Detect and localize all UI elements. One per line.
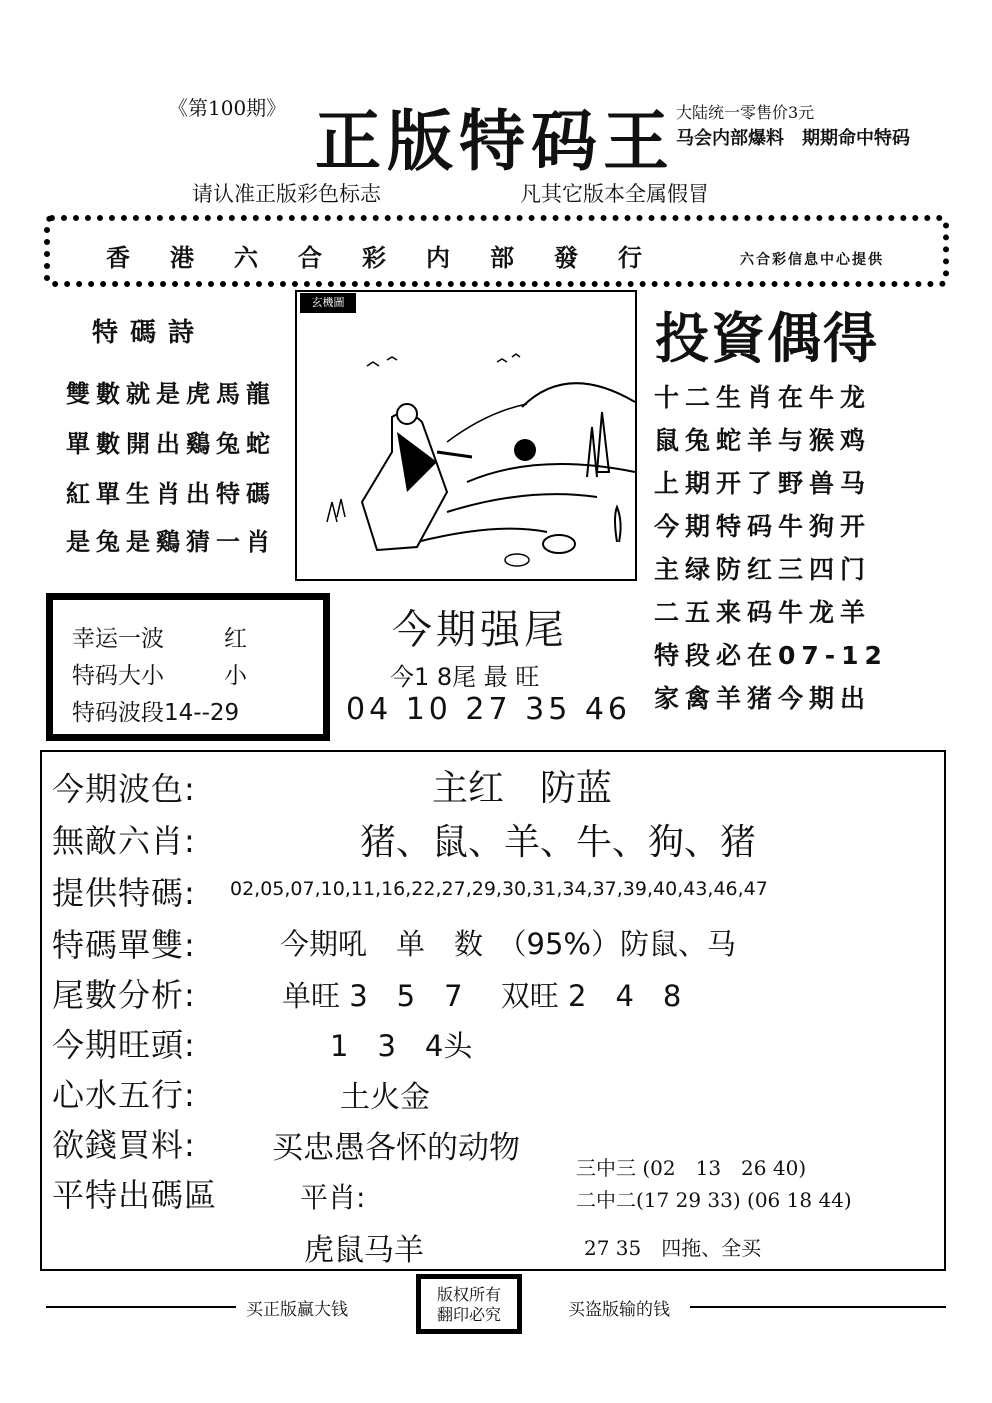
wave-color-label: 今期波色: xyxy=(52,770,196,808)
footer-divider-left xyxy=(46,1306,236,1308)
lucky-row xyxy=(72,694,239,727)
six-zodiac-value: 猪、鼠、羊、牛、狗、猪 xyxy=(360,822,757,863)
issue-number: 《第100期》 xyxy=(168,96,287,120)
poem-line: 雙數就是虎馬龍 xyxy=(66,379,276,408)
lucky-value: 14--29 xyxy=(164,700,240,726)
poem-line: 紅單生肖出特碼 xyxy=(66,479,276,508)
lucky-label: 幸运一波 xyxy=(72,626,164,652)
buy-label: 欲錢買料: xyxy=(52,1126,196,1164)
footer-right-text: 买盗版输的钱 xyxy=(568,1300,670,1320)
invest-line: 二五来码牛龙羊 xyxy=(654,598,872,627)
invest-line: 今期特码牛狗开 xyxy=(654,512,872,541)
three-hit: 三中三 (02 13 26 40) xyxy=(576,1156,807,1180)
invest-title: 投資偶得 xyxy=(655,307,879,370)
poem-line: 是兔是鷄猜一肖 xyxy=(66,527,276,556)
landscape-illustration xyxy=(297,292,635,579)
invest-line: 十二生肖在牛龙 xyxy=(654,383,872,412)
odd-even-label: 特碼單雙: xyxy=(52,926,196,964)
two-hit: 二中二(17 29 33) (06 18 44) xyxy=(576,1188,852,1212)
special-codes-value: 02,05,07,10,11,16,22,27,29,30,31,34,37,39,40,43,46,47 xyxy=(230,878,768,900)
invest-line: 特段必在07-12 xyxy=(654,641,888,670)
notice-left: 请认准正版彩色标志 xyxy=(192,182,381,206)
poem-line: 單數開出鷄兔蛇 xyxy=(66,429,276,458)
odd-even-value: 今期吼 单 数 （95%）防鼠、马 xyxy=(280,927,736,961)
illustration xyxy=(295,290,637,581)
flat-label: 平特出碼區 xyxy=(52,1176,218,1214)
strong-tail-title: 今期强尾 xyxy=(392,607,568,653)
invest-line: 鼠兔蛇羊与猴鸡 xyxy=(654,426,872,455)
lucky-value: 小 xyxy=(224,663,247,689)
tail-value: 单旺 3 5 7 双旺 2 4 8 xyxy=(282,979,682,1013)
lucky-row xyxy=(72,620,247,653)
footer-left-text: 买正版赢大钱 xyxy=(246,1300,348,1320)
buy-value: 买忠愚各怀的动物 xyxy=(272,1130,520,1166)
notice-right: 凡其它版本全属假冒 xyxy=(520,182,709,206)
invest-line: 上期开了野兽马 xyxy=(654,469,872,498)
invest-line: 主绿防红三四门 xyxy=(654,555,872,584)
price-text: 大陆统一零售价3元 xyxy=(676,103,815,122)
page-title: 正版特码王 xyxy=(315,103,675,180)
lucky-row xyxy=(72,657,247,690)
flat-sub-label: 平肖: xyxy=(300,1181,366,1214)
five-elements-label: 心水五行: xyxy=(52,1076,196,1114)
flat-zodiacs: 虎鼠马羊 xyxy=(304,1233,424,1268)
poem-title: 特碼詩 xyxy=(92,318,207,348)
illustration-stamp: 玄機圖 xyxy=(300,293,356,313)
invest-line: 家禽羊猪今期出 xyxy=(654,684,872,713)
copyright-line2: 翻印必究 xyxy=(436,1305,501,1324)
drag-text: 27 35 四拖、全买 xyxy=(584,1236,762,1260)
head-value: 1 3 4头 xyxy=(330,1029,473,1063)
copyright-box xyxy=(416,1274,522,1334)
head-label: 今期旺頭: xyxy=(52,1026,196,1064)
footer-divider-right xyxy=(690,1306,946,1308)
strong-tail-sub: 今1 8尾 最 旺 xyxy=(390,663,540,691)
banner-source: 六合彩信息中心提供 xyxy=(740,252,884,268)
tail-label: 尾數分析: xyxy=(52,976,196,1014)
special-codes-label: 提供特碼: xyxy=(52,874,196,912)
six-zodiac-label: 無敵六肖: xyxy=(52,822,196,860)
lucky-label: 特码大小 xyxy=(72,663,164,689)
banner-title: 香港六合彩内部發行 xyxy=(106,244,682,272)
five-elements-value: 土火金 xyxy=(340,1080,430,1115)
copyright-line1: 版权所有 xyxy=(436,1285,501,1304)
lucky-label: 特码波段 xyxy=(72,700,164,726)
slogan-text: 马会内部爆料 期期命中特码 xyxy=(676,128,910,149)
wave-color-value: 主红 防蓝 xyxy=(432,768,613,809)
lucky-value: 红 xyxy=(224,626,247,652)
strong-tail-numbers: 04 10 27 35 46 xyxy=(346,692,632,727)
